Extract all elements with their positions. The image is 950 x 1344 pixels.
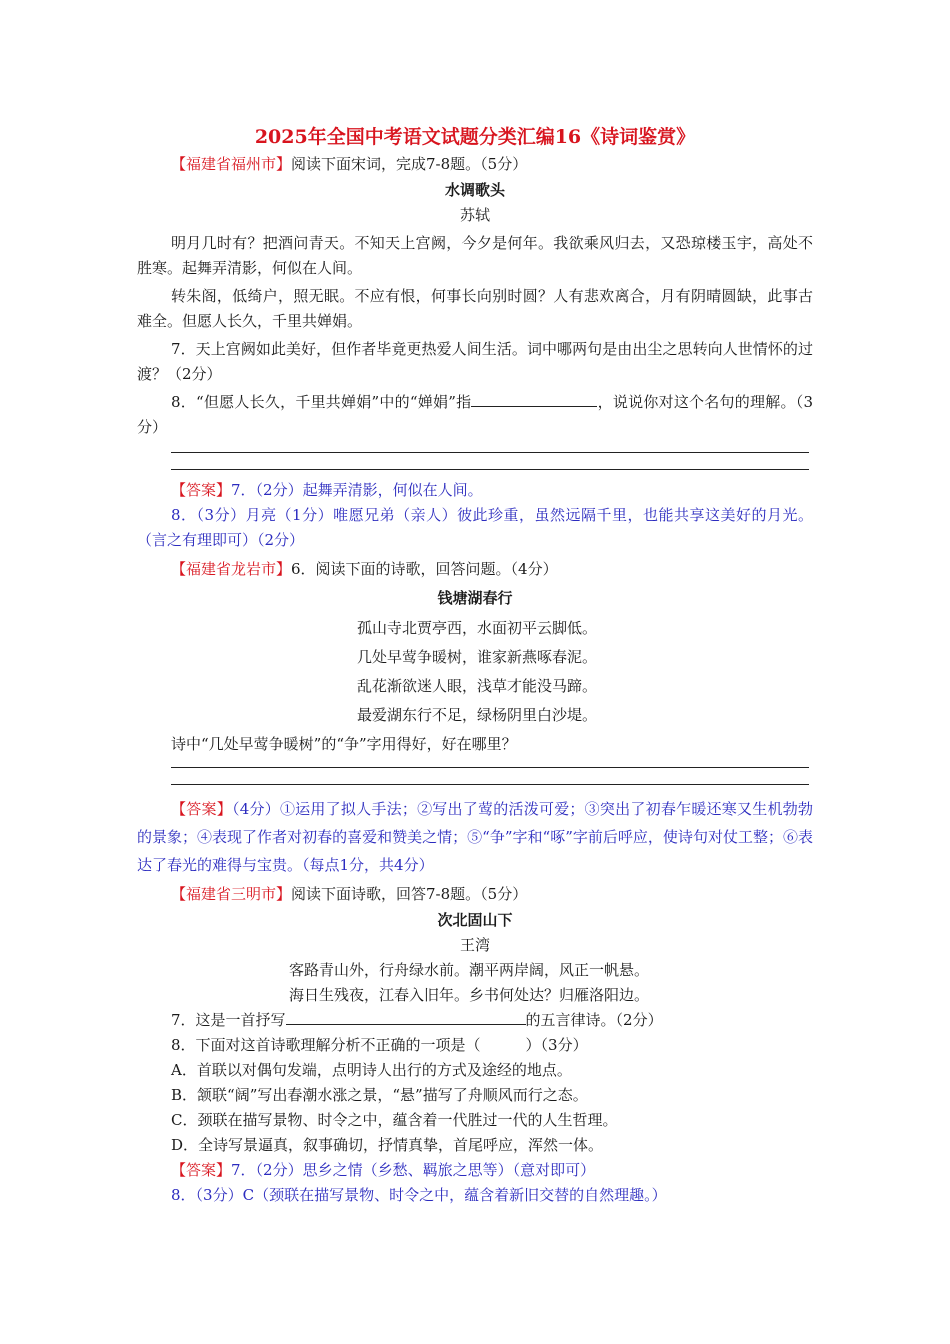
section-sanming-intro (137, 882, 813, 907)
poem-line: 最爱湖东行不足，绿杨阴里白沙堤。 (357, 706, 598, 724)
question-text: 的五言律诗。（2分） (525, 1011, 663, 1029)
poem-paragraph: 转朱阁，低绮户，照无眠。不应有恨，何事长向别时圆？人有悲欢离合，月有阴晴圆缺，此事古难全。但愿人长久，千里共婵娟。 (137, 287, 813, 330)
answer-blank[interactable] (286, 1010, 526, 1025)
page-title: 2025年全国中考语文试题分类汇编16《诗词鉴赏》 (254, 126, 696, 148)
answer-tag: 【答案】 (171, 481, 232, 499)
intro-text: 6．阅读下面的诗歌，回答问题。（4分） (291, 560, 558, 578)
question-text: 诗中“几处早莺争暖树”的“争”字用得好，好在哪里？ (171, 735, 517, 753)
answer-text: （4分）①运用了拟人手法；②写出了莺的活泼可爱；③突出了初春乍暖还寒又生机勃勃的景象；④表现了作者对初春的喜爱和赞美之情；⑤“争”字和“啄”字前后呼应，使诗句对仗工整；⑥表达了春光的难得与宝贵。（每点1分，共4分） (137, 800, 813, 874)
poem-paragraph: 明月几时有？把酒问青天。不知天上宫阙，今夕是何年。我欲乘风归去，又恐琼楼玉宇，高处不胜寒。起舞弄清影，何似在人间。 (137, 234, 813, 277)
poem-title: 钱塘湖春行 (437, 589, 513, 607)
question-text: ，说说你对这个名句的理解。（3分） (137, 393, 813, 436)
option-a: A．首联以对偶句发端，点明诗人出行的方式及途经的地点。 (171, 1061, 572, 1079)
poem-line: 几处早莺争暖树，谁家新燕啄春泥。 (357, 648, 598, 666)
answer-block (137, 1158, 813, 1183)
question-text: 7．这是一首抒写 (171, 1011, 286, 1029)
region-tag: 【福建省三明市】 (171, 885, 292, 903)
answer-line[interactable] (171, 452, 809, 453)
section-fuzhou-intro (137, 152, 813, 177)
poem-line: 乱花渐欲迷人眼，浅草才能没马蹄。 (357, 677, 598, 695)
answer-blank[interactable] (471, 392, 597, 407)
poem-line: 客路青山外，行舟绿水前。潮平两岸阔，风正一帆悬。 (289, 961, 650, 979)
poem-title: 水调歌头 (444, 181, 505, 199)
answer-text: 8．（3分）C（颈联在描写景物、时令之中，蕴含着新旧交替的自然理趣。） (171, 1186, 667, 1204)
question-8 (137, 390, 813, 440)
poem-author: 苏轼 (459, 206, 490, 224)
answer-text: 8．（3分）月亮（1分）唯愿兄弟（亲人）彼此珍重，虽然远隔千里，也能共享这美好的月光。（言之有理即可）（2分） (137, 506, 813, 549)
answer-text: 7．（2分）起舞弄清影，何似在人间。 (231, 481, 483, 499)
intro-text: 阅读下面诗歌，回答7-8题。（5分） (291, 885, 528, 903)
option-d: D．全诗写景逼真，叙事确切，抒情真挚，首尾呼应，浑然一体。 (171, 1136, 604, 1154)
answer-line[interactable] (171, 784, 809, 785)
region-tag: 【福建省龙岩市】 (171, 560, 292, 578)
poem-line: 海日生残夜，江春入旧年。乡书何处达？归雁洛阳边。 (289, 986, 650, 1004)
answer-line[interactable] (171, 469, 809, 470)
section-longyan-intro (137, 557, 813, 582)
poem-title: 次北固山下 (437, 911, 513, 929)
question-7: 7．天上宫阙如此美好，但作者毕竟更热爱人间生活。词中哪两句是由出尘之思转向人世情怀的过渡？（2分） (137, 340, 813, 383)
region-tag: 【福建省福州市】 (171, 155, 292, 173)
question-8: 8．下面对这首诗歌理解分析不正确的一项是（ ）（3分） (171, 1036, 588, 1054)
answer-tag: 【答案】 (171, 800, 232, 818)
option-c: C．颈联在描写景物、时令之中，蕴含着一代胜过一代的人生哲理。 (171, 1111, 618, 1129)
answer-text: 7．（2分）思乡之情（乡愁、羁旅之思等）（意对即可） (231, 1161, 596, 1179)
intro-text: 阅读下面宋词，完成7-8题。（5分） (291, 155, 528, 173)
question-7 (137, 1008, 813, 1033)
document-page (137, 122, 813, 1208)
answer-block (137, 478, 813, 503)
question-text: 8．“但愿人长久，千里共婵娟”中的“婵娟”指 (171, 393, 472, 411)
poem-line: 孤山寺北贾亭西，水面初平云脚低。 (357, 619, 598, 637)
answer-line[interactable] (171, 767, 809, 768)
answer-block (137, 795, 813, 879)
option-b: B．颔联“阔”写出春潮水涨之景，“悬”描写了舟顺风而行之态。 (171, 1086, 588, 1104)
poem-author: 王湾 (459, 936, 490, 954)
answer-tag: 【答案】 (171, 1161, 232, 1179)
